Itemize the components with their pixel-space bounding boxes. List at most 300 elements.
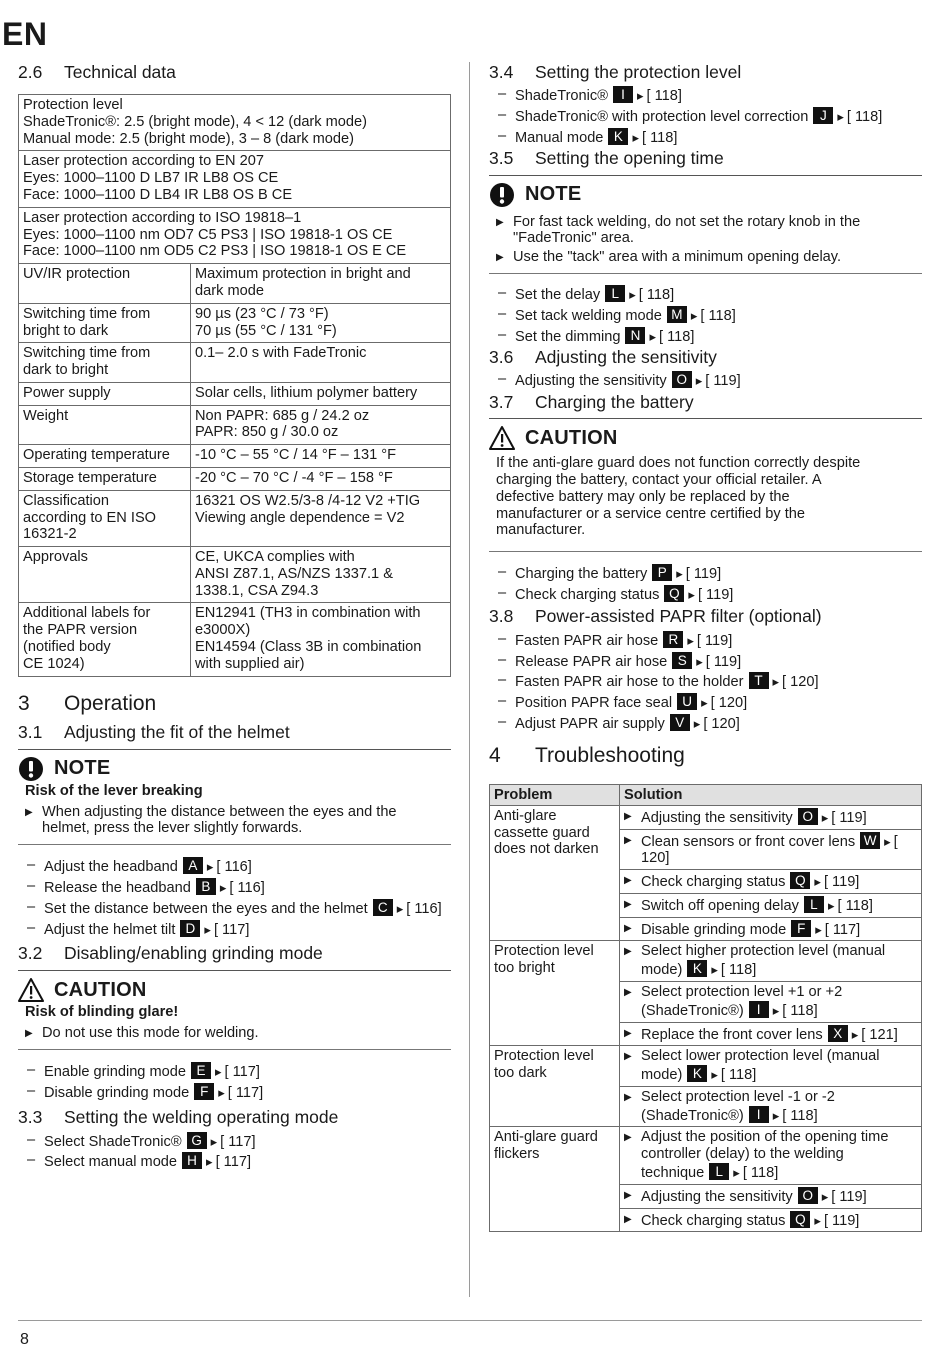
bullet-triangle-icon: [624, 808, 641, 827]
note-box: [489, 175, 922, 274]
solution-cell: [620, 893, 922, 917]
table-cell-label: Weight: [19, 405, 191, 445]
note-title: NOTE: [54, 757, 111, 780]
list-item-text: [44, 899, 451, 918]
table-cell-value: Solar cells, lithium polymer battery: [191, 382, 451, 405]
bullet-text: For fast tack welding, do not set the rotary knob in the "FadeTronic" area.: [513, 213, 861, 247]
exclamation-icon: [18, 756, 44, 782]
list-item-text: [44, 878, 451, 897]
section-heading: [489, 347, 922, 367]
figure-key-badge: O: [798, 808, 818, 825]
page-reference: ▸ [ 118]: [824, 898, 873, 914]
page-reference: ▸ [ 118]: [633, 88, 682, 104]
step-text: Fasten PAPR air hose to the holder: [515, 674, 744, 691]
figure-key-badge: C: [373, 899, 393, 916]
step-text: Adjust the helmet tilt: [44, 921, 176, 938]
dash-marker: –: [27, 919, 36, 936]
bullet-text: [641, 808, 917, 827]
list-item: [489, 128, 922, 147]
list-item-text: [515, 672, 922, 691]
dash-marker: –: [498, 630, 507, 647]
step-list: [489, 86, 922, 146]
problem-cell: Protection level too bright: [490, 941, 620, 1046]
bullet-triangle-icon: [624, 1187, 641, 1206]
step-text: Fasten PAPR air hose: [515, 632, 659, 649]
table-row: [19, 490, 451, 546]
bullet-triangle-icon: [624, 1089, 641, 1125]
footer-rule: [18, 1320, 922, 1321]
page-reference: ▸ [ 117]: [202, 1154, 251, 1170]
table-cell-value: Non PAPR: 685 g / 24.2 oz PAPR: 850 g / 30.0 oz: [191, 405, 451, 445]
dash-marker: –: [498, 585, 507, 601]
page-reference: ▸ [ 118]: [625, 287, 674, 303]
dash-marker: –: [27, 857, 36, 874]
table-header-row: [490, 784, 922, 805]
column-header-problem: Problem: [490, 784, 620, 805]
solution-text: Select protection level +1 or +2 (ShadeTronic®): [641, 983, 843, 1019]
bullet-item: [624, 1025, 917, 1044]
figure-key-badge: M: [667, 306, 687, 323]
list-item: [489, 631, 922, 650]
bullet-text: Do not use this mode for welding.: [42, 1025, 259, 1042]
page-reference: ▸ [ 117]: [207, 1134, 256, 1150]
table-row: [19, 151, 451, 207]
section-number: 3.2: [18, 943, 43, 964]
solution-text: Adjusting the sensitivity: [641, 809, 793, 826]
bullet-text: [641, 920, 917, 939]
dash-marker: –: [498, 693, 507, 710]
section-number: 3.3: [18, 1106, 43, 1127]
chapter-number: 3: [18, 691, 30, 715]
solution-text: Adjust the position of the opening time controller (delay) to the welding technique: [641, 1129, 889, 1182]
page-reference: ▸ [ 118]: [687, 308, 736, 324]
list-item-text: [515, 285, 922, 304]
list-item-text: [44, 920, 451, 939]
solution-cell: [620, 1208, 922, 1232]
table-cell-value: Maximum protection in bright and dark mode: [191, 264, 451, 304]
bullet-triangle-icon: [624, 1129, 641, 1181]
caution-bullets: [18, 1025, 451, 1042]
table-cell: Protection level ShadeTronic®: 2.5 (bright mode), 4 < 12 (dark mode) Manual mode: 2.5 (bright mode), 3 – 8 (dark mode): [19, 95, 451, 151]
bullet-item: [624, 808, 917, 827]
section-number: 3.4: [489, 62, 514, 82]
page-reference: ▸ [ 119]: [672, 566, 721, 582]
figure-key-badge: S: [672, 652, 692, 669]
solution-text: Select higher protection level (manual mode): [641, 943, 886, 979]
table-cell-label: Switching time from dark to bright: [19, 343, 191, 383]
bullet-text: [641, 1048, 917, 1084]
bullet-item: [624, 1129, 917, 1181]
solution-cell: [620, 1022, 922, 1046]
list-item-text: [515, 371, 922, 390]
language-code: EN: [2, 16, 48, 52]
caution-text: If the anti-glare guard does not function correctly despite charging the battery, contact your official retailer. A defective battery may only be replaced by the manufacturer or a service centre certified by the manufacturer.: [496, 455, 861, 539]
dash-marker: –: [27, 1082, 36, 1099]
table-row: [19, 547, 451, 603]
step-list: [489, 285, 922, 345]
chapter-heading: [18, 692, 451, 716]
step-text: Set the distance between the eyes and the helmet: [44, 900, 368, 917]
caution-header: [18, 977, 451, 1003]
table-row: [19, 467, 451, 490]
list-item: [18, 899, 451, 918]
exclamation-icon: [489, 182, 515, 208]
section-title: Charging the battery: [535, 392, 694, 413]
bullet-triangle-icon: [624, 920, 641, 939]
solution-text: Adjusting the sensitivity: [641, 1188, 793, 1205]
note-box: [18, 749, 451, 845]
table-cell: Laser protection according to ISO 19818–1 Eyes: 1000–1100 nm OD7 C5 PS3 | ISO 19818-1 OS CE Face: 1000–1100 nm OD5 C2 PS3 | ISO 19818-1 OS E CE: [19, 207, 451, 263]
solution-cell: [620, 829, 922, 870]
figure-key-badge: L: [709, 1163, 729, 1180]
section-number: 3.7: [489, 392, 514, 413]
table-cell-label: Storage temperature: [19, 467, 191, 490]
step-text: ShadeTronic®: [515, 88, 608, 105]
table-cell-label: Switching time from bright to dark: [19, 303, 191, 343]
table-cell-label: UV/IR protection: [19, 264, 191, 304]
bullet-text: Use the "tack" area with a minimum opening delay.: [513, 249, 842, 266]
dash-marker: –: [498, 564, 507, 581]
page-reference: ▸ [ 116]: [216, 880, 265, 896]
solution-text: Check charging status: [641, 1212, 786, 1229]
table-cell-value: 90 µs (23 °C / 73 °F) 70 µs (55 °C / 131 °F): [191, 303, 451, 343]
figure-key-badge: W: [860, 832, 880, 849]
table-row: [19, 445, 451, 468]
bullet-text: [641, 1089, 917, 1125]
table-row: [19, 95, 451, 151]
chapter-number: 4: [489, 743, 501, 767]
list-item: [18, 1152, 451, 1171]
step-text: Enable grinding mode: [44, 1063, 186, 1080]
bullet-item: [496, 214, 922, 248]
table-cell-label: Approvals: [19, 547, 191, 603]
bullet-item: [624, 1187, 917, 1206]
list-item-text: [515, 306, 922, 325]
page-reference: ▸ [ 120]: [769, 674, 819, 690]
chapter-heading: [489, 744, 922, 768]
page-number: 8: [20, 1331, 29, 1348]
bullet-text: [641, 1129, 917, 1181]
page-reference: ▸ [ 118]: [729, 1165, 778, 1181]
list-item: [489, 564, 922, 583]
list-item-text: [515, 564, 922, 583]
list-item: [18, 857, 451, 876]
figure-key-badge: Q: [790, 872, 810, 889]
figure-key-badge: X: [828, 1025, 848, 1042]
note-subtitle: Risk of the lever breaking: [25, 782, 203, 799]
solution-cell: [620, 805, 922, 829]
table-cell-value: CE, UKCA complies with ANSI Z87.1, AS/NZS 1337.1 & 1338.1, CSA Z94.3: [191, 547, 451, 603]
step-list: [18, 857, 451, 938]
page-reference: ▸ [ 117]: [214, 1085, 263, 1101]
section-title: Technical data: [64, 62, 176, 82]
list-item: [489, 693, 922, 712]
table-cell-label: Classification according to EN ISO 16321-2: [19, 490, 191, 546]
page-reference: ▸ [ 119]: [818, 1189, 867, 1205]
page-reference: ▸ [ 118]: [833, 109, 882, 125]
list-item: [18, 1083, 451, 1102]
section-title: Disabling/enabling grinding mode: [64, 943, 323, 964]
dash-marker: –: [27, 898, 36, 915]
figure-key-badge: R: [663, 631, 683, 648]
step-list: [18, 1062, 451, 1102]
caution-header: [489, 425, 922, 451]
bullet-item: [496, 249, 922, 266]
list-item-text: [515, 652, 922, 671]
table-cell-value: 16321 OS W2.5/3-8 /4-12 V2 +TIG Viewing angle dependence = V2: [191, 490, 451, 546]
table-cell-value: -20 °C – 70 °C / -4 °F – 158 °F: [191, 467, 451, 490]
step-text: Set the dimming: [515, 328, 621, 345]
dash-marker: –: [498, 86, 507, 103]
section-number: 3.8: [489, 605, 514, 626]
figure-key-badge: O: [798, 1187, 818, 1204]
bullet-triangle-icon: [624, 1211, 641, 1230]
solution-cell: [620, 870, 922, 894]
note-bullets: [489, 214, 922, 266]
page-reference: ▸ [ 121]: [848, 1027, 898, 1043]
list-item: [489, 714, 922, 733]
section-title: Setting the opening time: [535, 148, 724, 169]
solution-cell: [620, 1046, 922, 1087]
list-item: [489, 327, 922, 346]
bullet-item: [624, 896, 917, 915]
figure-key-badge: J: [813, 107, 833, 124]
chapter-title: Operation: [64, 691, 157, 715]
problem-cell: Anti-glare cassette guard does not darken: [490, 805, 620, 941]
list-item: [18, 1062, 451, 1081]
page-reference: ▸ [ 116]: [393, 901, 442, 917]
page-reference: ▸ [ 117]: [811, 922, 860, 938]
step-text: Charging the battery: [515, 566, 648, 583]
page-reference: ▸ [ 120]: [690, 716, 740, 732]
list-item-text: [515, 107, 922, 126]
bullet-item: [624, 920, 917, 939]
figure-key-badge: E: [191, 1062, 211, 1079]
table-cell: Laser protection according to EN 207 Eyes: 1000–1100 D LB7 IR LB8 OS CE Face: 1000–1100 D LB4 IR LB8 OS B CE: [19, 151, 451, 207]
step-text: Adjust PAPR air supply: [515, 716, 665, 733]
page-reference: ▸ [ 120]: [641, 834, 898, 867]
table-row: [19, 603, 451, 676]
step-text: Position PAPR face seal: [515, 695, 673, 712]
step-text: Set tack welding mode: [515, 307, 662, 324]
bullet-item: [624, 984, 917, 1020]
bullet-triangle-icon: [496, 249, 513, 266]
figure-key-badge: K: [608, 128, 628, 145]
bullet-text: [641, 896, 917, 915]
section-title: Adjusting the sensitivity: [535, 347, 717, 368]
bullet-triangle-icon: [624, 1048, 641, 1084]
figure-key-badge: H: [182, 1152, 202, 1169]
page-reference: ▸ [ 119]: [810, 1213, 859, 1229]
section-heading: [18, 1107, 451, 1127]
table-row: [490, 805, 922, 829]
troubleshooting-body: [490, 805, 922, 1232]
step-list: [18, 1132, 451, 1172]
solution-text: Switch off opening delay: [641, 897, 799, 914]
solution-text: Clean sensors or front cover lens: [641, 833, 856, 850]
dash-marker: –: [498, 127, 507, 144]
table-row: [490, 1046, 922, 1087]
figure-key-badge: F: [194, 1083, 214, 1100]
solution-cell: [620, 1184, 922, 1208]
list-item-text: [515, 714, 922, 733]
page-reference: ▸ [ 118]: [769, 1003, 818, 1019]
left-column: [18, 62, 451, 1173]
table-row: [19, 343, 451, 383]
caution-box: [489, 418, 922, 552]
page-reference: ▸ [ 119]: [684, 587, 733, 603]
page-reference: ▸ [ 119]: [818, 810, 867, 826]
step-list: [489, 631, 922, 733]
bullet-triangle-icon: [624, 943, 641, 979]
section-title: Adjusting the fit of the helmet: [64, 721, 290, 742]
table-row: [19, 303, 451, 343]
bullet-triangle-icon: [624, 1025, 641, 1044]
dash-marker: –: [27, 1061, 36, 1078]
column-header-solution: Solution: [620, 784, 922, 805]
step-text: Check charging status: [515, 587, 660, 603]
section-heading: [18, 62, 451, 82]
solution-cell: [620, 941, 922, 982]
step-text: Release PAPR air hose: [515, 653, 668, 670]
table-row: [490, 1127, 922, 1184]
bullet-item: [624, 832, 917, 868]
list-item-text: [515, 128, 922, 147]
page-reference: ▸ [ 117]: [211, 1064, 260, 1080]
section-heading: [18, 722, 451, 742]
caution-subtitle: Risk of blinding glare!: [25, 1004, 179, 1021]
section-title: Power-assisted PAPR filter (optional): [535, 605, 822, 626]
section-heading: [489, 392, 922, 412]
step-text: Adjust the headband: [44, 859, 178, 876]
section-number: 3.1: [18, 721, 43, 742]
list-item-text: [515, 631, 922, 650]
list-item-text: [44, 857, 451, 876]
column-divider: [469, 62, 470, 1297]
page-reference: ▸ [ 116]: [203, 859, 252, 875]
figure-key-badge: I: [613, 86, 633, 103]
figure-key-badge: U: [677, 693, 697, 710]
list-item-text: [44, 1152, 451, 1171]
warning-triangle-icon: [18, 977, 44, 1003]
bullet-text: [641, 832, 917, 868]
page-reference: ▸ [ 119]: [810, 874, 859, 890]
solution-text: Select protection level -1 or -2 (ShadeTronic®): [641, 1088, 835, 1124]
list-item: [489, 86, 922, 105]
table-cell-label: Power supply: [19, 382, 191, 405]
figure-key-badge: P: [652, 564, 672, 581]
list-item: [489, 672, 922, 691]
step-list: [489, 371, 922, 390]
page-reference: ▸ [ 117]: [200, 922, 249, 938]
bullet-item: [624, 1048, 917, 1084]
dash-marker: –: [498, 672, 507, 689]
bullet-triangle-icon: [624, 872, 641, 891]
section-number: 3.5: [489, 148, 514, 169]
figure-key-badge: O: [672, 371, 692, 388]
section-title: Setting the protection level: [535, 62, 742, 82]
list-item-text: [44, 1132, 451, 1151]
list-item: [489, 585, 922, 604]
list-item-text: [44, 1062, 451, 1081]
section-number: 2.6: [18, 62, 43, 82]
list-item-text: [515, 327, 922, 346]
figure-key-badge: I: [749, 1001, 769, 1018]
page-reference: ▸ [ 118]: [769, 1108, 818, 1124]
section-heading: [18, 943, 451, 963]
dash-marker: –: [498, 714, 507, 731]
chapter-title: Troubleshooting: [535, 743, 685, 767]
bullet-item: [624, 1089, 917, 1125]
figure-key-badge: L: [804, 896, 824, 913]
list-item: [489, 285, 922, 304]
bullet-triangle-icon: [624, 832, 641, 868]
table-row: [19, 207, 451, 263]
list-item-text: [515, 693, 922, 712]
figure-key-badge: T: [749, 672, 769, 689]
step-text: Set the delay: [515, 286, 601, 303]
bullet-triangle-icon: [624, 984, 641, 1020]
list-item: [18, 920, 451, 939]
bullet-text: [641, 943, 917, 979]
section-heading: [489, 148, 922, 168]
bullet-item: [624, 872, 917, 891]
figure-key-badge: D: [180, 920, 200, 937]
solution-text: Disable grinding mode: [641, 921, 787, 938]
list-item: [18, 1132, 451, 1151]
note-header: [489, 182, 922, 208]
bullet-item: [624, 1211, 917, 1230]
note-bullets: [18, 804, 451, 838]
problem-cell: Protection level too dark: [490, 1046, 620, 1127]
table-cell-value: 0.1– 2.0 s with FadeTronic: [191, 343, 451, 383]
caution-title: CAUTION: [525, 426, 618, 449]
solution-cell: [620, 1086, 922, 1127]
page-reference: ▸ [ 119]: [683, 633, 732, 649]
page-reference: ▸ [ 118]: [707, 962, 756, 978]
figure-key-badge: K: [687, 1065, 707, 1082]
figure-key-badge: B: [196, 878, 216, 895]
figure-key-badge: F: [791, 920, 811, 937]
step-text: Disable grinding mode: [44, 1084, 190, 1101]
figure-key-badge: A: [183, 857, 203, 874]
list-item: [489, 107, 922, 126]
section-heading: [489, 62, 922, 82]
bullet-triangle-icon: [496, 214, 513, 248]
page-reference: ▸ [ 118]: [707, 1067, 756, 1083]
step-text: Adjusting the sensitivity: [515, 373, 667, 390]
dash-marker: –: [498, 651, 507, 668]
figure-key-badge: K: [687, 960, 707, 977]
bullet-triangle-icon: [624, 896, 641, 915]
solution-text: Select lower protection level (manual mode): [641, 1048, 880, 1084]
dash-marker: –: [498, 371, 507, 388]
step-text: Select manual mode: [44, 1154, 178, 1171]
solution-cell: [620, 917, 922, 941]
step-text: Select ShadeTronic®: [44, 1133, 182, 1150]
dash-marker: –: [27, 1152, 36, 1169]
bullet-text: [641, 1025, 917, 1044]
list-item-text: [515, 585, 922, 604]
table-cell-label: Operating temperature: [19, 445, 191, 468]
bullet-item: [624, 943, 917, 979]
section-heading: [489, 606, 922, 626]
figure-key-badge: Q: [664, 585, 684, 602]
table-row: [19, 382, 451, 405]
step-text: Release the headband: [44, 879, 191, 896]
solution-cell: [620, 981, 922, 1022]
solution-text: Replace the front cover lens: [641, 1026, 823, 1043]
